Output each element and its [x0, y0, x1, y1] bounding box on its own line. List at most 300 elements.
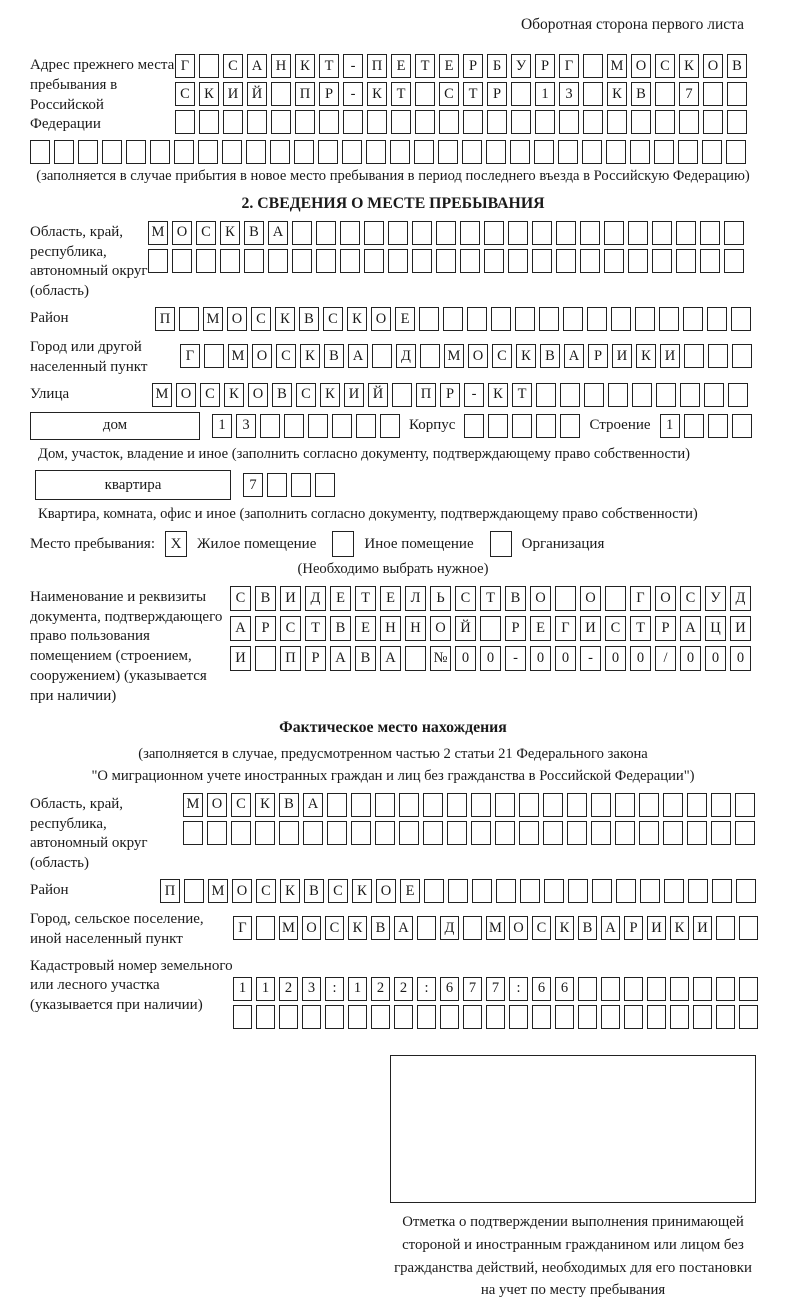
char-box[interactable]: В	[355, 646, 376, 671]
char-box[interactable]: 7	[486, 977, 505, 1001]
char-box[interactable]: 0	[630, 646, 651, 671]
char-box[interactable]	[560, 383, 580, 407]
char-box[interactable]	[615, 793, 635, 817]
char-box[interactable]: М	[279, 916, 298, 940]
char-box[interactable]: Т	[305, 616, 326, 641]
char-box[interactable]: К	[607, 82, 627, 106]
char-box[interactable]	[563, 307, 583, 331]
char-box[interactable]: Р	[535, 54, 555, 78]
char-box[interactable]: В	[330, 616, 351, 641]
char-box[interactable]	[303, 821, 323, 845]
char-box[interactable]	[199, 54, 219, 78]
char-box[interactable]: С	[455, 586, 476, 611]
char-box[interactable]	[679, 110, 699, 134]
char-box[interactable]: К	[488, 383, 508, 407]
char-box[interactable]	[268, 249, 288, 273]
char-box[interactable]: П	[416, 383, 436, 407]
char-box[interactable]: К	[224, 383, 244, 407]
char-box[interactable]	[624, 977, 643, 1001]
char-box[interactable]	[279, 821, 299, 845]
char-box[interactable]	[578, 1005, 597, 1029]
char-box[interactable]	[726, 140, 746, 164]
char-box[interactable]: 0	[480, 646, 501, 671]
char-box[interactable]: М	[228, 344, 248, 368]
char-box[interactable]	[375, 793, 395, 817]
char-box[interactable]: П	[295, 82, 315, 106]
char-box[interactable]	[539, 307, 559, 331]
char-box[interactable]	[708, 414, 728, 438]
char-box[interactable]: И	[660, 344, 680, 368]
char-box[interactable]: О	[530, 586, 551, 611]
char-box[interactable]: Л	[405, 586, 426, 611]
char-box[interactable]	[716, 977, 735, 1001]
char-box[interactable]: 1	[212, 414, 232, 438]
char-box[interactable]	[415, 82, 435, 106]
char-box[interactable]: С	[492, 344, 512, 368]
char-box[interactable]	[351, 821, 371, 845]
char-box[interactable]	[231, 821, 251, 845]
char-box[interactable]	[220, 249, 240, 273]
char-box[interactable]	[711, 793, 731, 817]
char-box[interactable]: /	[655, 646, 676, 671]
char-box[interactable]	[244, 249, 264, 273]
char-box[interactable]	[405, 646, 426, 671]
char-box[interactable]: :	[509, 977, 528, 1001]
char-box[interactable]: Е	[530, 616, 551, 641]
char-box[interactable]	[255, 821, 275, 845]
char-box[interactable]	[480, 616, 501, 641]
char-box[interactable]: Г	[180, 344, 200, 368]
char-box[interactable]: И	[647, 916, 666, 940]
char-box[interactable]	[639, 793, 659, 817]
char-box[interactable]: К	[367, 82, 387, 106]
char-box[interactable]: С	[251, 307, 271, 331]
char-box[interactable]	[732, 414, 752, 438]
char-box[interactable]	[460, 249, 480, 273]
char-box[interactable]	[495, 821, 515, 845]
char-box[interactable]: П	[367, 54, 387, 78]
char-box[interactable]	[635, 307, 655, 331]
char-box[interactable]: 0	[705, 646, 726, 671]
char-box[interactable]: 7	[243, 473, 263, 497]
char-box[interactable]	[343, 110, 363, 134]
char-box[interactable]	[78, 140, 98, 164]
char-box[interactable]: О	[176, 383, 196, 407]
char-box[interactable]	[604, 221, 624, 245]
char-box[interactable]	[684, 344, 704, 368]
char-box[interactable]: А	[380, 646, 401, 671]
char-box[interactable]: И	[730, 616, 751, 641]
char-box[interactable]	[582, 140, 602, 164]
char-box[interactable]: И	[230, 646, 251, 671]
char-box[interactable]	[592, 879, 612, 903]
char-box[interactable]	[199, 110, 219, 134]
char-box[interactable]: Д	[730, 586, 751, 611]
char-box[interactable]	[712, 879, 732, 903]
char-box[interactable]: У	[705, 586, 726, 611]
char-box[interactable]	[580, 249, 600, 273]
char-box[interactable]	[260, 414, 280, 438]
char-box[interactable]: М	[203, 307, 223, 331]
char-box[interactable]	[371, 1005, 390, 1029]
char-box[interactable]: П	[155, 307, 175, 331]
char-box[interactable]: М	[486, 916, 505, 940]
char-box[interactable]	[728, 383, 748, 407]
char-box[interactable]	[732, 344, 752, 368]
char-box[interactable]	[687, 821, 707, 845]
char-box[interactable]	[423, 793, 443, 817]
char-box[interactable]	[315, 473, 335, 497]
char-box[interactable]	[583, 54, 603, 78]
char-box[interactable]	[255, 646, 276, 671]
char-box[interactable]	[414, 140, 434, 164]
char-box[interactable]	[707, 307, 727, 331]
char-box[interactable]: О	[371, 307, 391, 331]
char-box[interactable]	[727, 110, 747, 134]
char-box[interactable]	[325, 1005, 344, 1029]
char-box[interactable]	[484, 249, 504, 273]
char-box[interactable]	[183, 821, 203, 845]
char-box[interactable]: К	[352, 879, 372, 903]
char-box[interactable]: С	[296, 383, 316, 407]
char-box[interactable]	[340, 221, 360, 245]
char-box[interactable]	[583, 110, 603, 134]
char-box[interactable]: Ь	[430, 586, 451, 611]
char-box[interactable]	[535, 110, 555, 134]
char-box[interactable]	[302, 1005, 321, 1029]
char-box[interactable]	[606, 140, 626, 164]
char-box[interactable]	[399, 793, 419, 817]
char-box[interactable]	[515, 307, 535, 331]
char-box[interactable]: Н	[405, 616, 426, 641]
char-box[interactable]: И	[280, 586, 301, 611]
char-box[interactable]	[716, 1005, 735, 1029]
char-box[interactable]: -	[343, 54, 363, 78]
char-box[interactable]	[484, 221, 504, 245]
char-box[interactable]: 6	[532, 977, 551, 1001]
char-box[interactable]	[631, 110, 651, 134]
char-box[interactable]: О	[509, 916, 528, 940]
char-box[interactable]	[735, 793, 755, 817]
char-box[interactable]	[703, 82, 723, 106]
char-box[interactable]	[511, 110, 531, 134]
char-box[interactable]	[394, 1005, 413, 1029]
char-box[interactable]	[536, 383, 556, 407]
char-box[interactable]	[486, 1005, 505, 1029]
char-box[interactable]	[367, 110, 387, 134]
char-box[interactable]	[739, 1005, 758, 1029]
char-box[interactable]: М	[148, 221, 168, 245]
char-box[interactable]: А	[601, 916, 620, 940]
char-box[interactable]	[703, 110, 723, 134]
char-box[interactable]: О	[172, 221, 192, 245]
char-box[interactable]: О	[580, 586, 601, 611]
char-box[interactable]	[647, 977, 666, 1001]
char-box[interactable]	[223, 110, 243, 134]
char-box[interactable]: К	[275, 307, 295, 331]
char-box[interactable]	[567, 793, 587, 817]
char-box[interactable]	[532, 221, 552, 245]
char-box[interactable]	[420, 344, 440, 368]
char-box[interactable]	[558, 140, 578, 164]
char-box[interactable]: Г	[559, 54, 579, 78]
char-box[interactable]	[555, 1005, 574, 1029]
char-box[interactable]: 0	[555, 646, 576, 671]
char-box[interactable]	[222, 140, 242, 164]
char-box[interactable]	[175, 110, 195, 134]
char-box[interactable]: С	[175, 82, 195, 106]
char-box[interactable]	[351, 793, 371, 817]
char-box[interactable]: Н	[380, 616, 401, 641]
char-box[interactable]: М	[444, 344, 464, 368]
char-box[interactable]: -	[343, 82, 363, 106]
char-box[interactable]	[419, 307, 439, 331]
char-box[interactable]	[486, 140, 506, 164]
char-box[interactable]	[520, 879, 540, 903]
char-box[interactable]: К	[255, 793, 275, 817]
char-box[interactable]: В	[727, 54, 747, 78]
char-box[interactable]	[198, 140, 218, 164]
char-box[interactable]	[670, 1005, 689, 1029]
char-box[interactable]: -	[464, 383, 484, 407]
char-box[interactable]: Г	[175, 54, 195, 78]
char-box[interactable]	[724, 221, 744, 245]
char-box[interactable]: В	[279, 793, 299, 817]
char-box[interactable]	[702, 140, 722, 164]
char-box[interactable]	[510, 140, 530, 164]
char-box[interactable]	[687, 793, 707, 817]
char-box[interactable]: Д	[305, 586, 326, 611]
char-box[interactable]	[543, 821, 563, 845]
char-box[interactable]: Т	[391, 82, 411, 106]
char-box[interactable]: 0	[530, 646, 551, 671]
char-box[interactable]	[519, 793, 539, 817]
char-box[interactable]	[735, 821, 755, 845]
char-box[interactable]	[605, 586, 626, 611]
char-box[interactable]	[392, 383, 412, 407]
char-box[interactable]: 6	[440, 977, 459, 1001]
char-box[interactable]	[204, 344, 224, 368]
char-box[interactable]	[508, 221, 528, 245]
char-box[interactable]	[632, 383, 652, 407]
char-box[interactable]	[639, 821, 659, 845]
char-box[interactable]: К	[300, 344, 320, 368]
char-box[interactable]	[711, 821, 731, 845]
char-box[interactable]: К	[670, 916, 689, 940]
char-box[interactable]	[731, 307, 751, 331]
char-box[interactable]	[436, 221, 456, 245]
char-box[interactable]: Р	[255, 616, 276, 641]
char-box[interactable]: О	[232, 879, 252, 903]
char-box[interactable]	[417, 916, 436, 940]
char-box[interactable]: К	[555, 916, 574, 940]
char-box[interactable]	[412, 221, 432, 245]
char-box[interactable]	[364, 249, 384, 273]
char-box[interactable]: М	[152, 383, 172, 407]
char-box[interactable]	[654, 140, 674, 164]
char-box[interactable]: В	[272, 383, 292, 407]
char-box[interactable]: К	[679, 54, 699, 78]
char-box[interactable]	[471, 821, 491, 845]
char-box[interactable]: М	[607, 54, 627, 78]
char-box[interactable]	[464, 414, 484, 438]
char-box[interactable]	[150, 140, 170, 164]
char-box[interactable]	[652, 221, 672, 245]
char-box[interactable]	[380, 414, 400, 438]
char-box[interactable]	[559, 110, 579, 134]
char-box[interactable]	[568, 879, 588, 903]
char-box[interactable]	[247, 110, 267, 134]
char-box[interactable]	[174, 140, 194, 164]
char-box[interactable]	[670, 977, 689, 1001]
char-box[interactable]: Т	[415, 54, 435, 78]
char-box[interactable]	[567, 821, 587, 845]
char-box[interactable]	[652, 249, 672, 273]
char-box[interactable]	[196, 249, 216, 273]
char-box[interactable]	[447, 821, 467, 845]
char-box[interactable]: С	[223, 54, 243, 78]
char-box[interactable]	[424, 879, 444, 903]
char-box[interactable]: С	[196, 221, 216, 245]
char-box[interactable]: Г	[630, 586, 651, 611]
char-box[interactable]: Т	[463, 82, 483, 106]
char-box[interactable]	[179, 307, 199, 331]
checkbox-organization[interactable]	[490, 531, 512, 557]
char-box[interactable]: :	[325, 977, 344, 1001]
char-box[interactable]	[467, 307, 487, 331]
char-box[interactable]: -	[580, 646, 601, 671]
char-box[interactable]	[487, 110, 507, 134]
char-box[interactable]: К	[320, 383, 340, 407]
char-box[interactable]	[388, 221, 408, 245]
char-box[interactable]: К	[516, 344, 536, 368]
char-box[interactable]: Р	[487, 82, 507, 106]
char-box[interactable]	[688, 879, 708, 903]
char-box[interactable]: 2	[394, 977, 413, 1001]
char-box[interactable]: Р	[655, 616, 676, 641]
char-box[interactable]	[655, 110, 675, 134]
char-box[interactable]	[556, 249, 576, 273]
char-box[interactable]: Б	[487, 54, 507, 78]
char-box[interactable]	[30, 140, 50, 164]
char-box[interactable]	[560, 414, 580, 438]
char-box[interactable]: И	[693, 916, 712, 940]
char-box[interactable]: И	[223, 82, 243, 106]
char-box[interactable]: Т	[630, 616, 651, 641]
char-box[interactable]: Й	[455, 616, 476, 641]
char-box[interactable]: А	[680, 616, 701, 641]
char-box[interactable]: С	[323, 307, 343, 331]
char-box[interactable]	[412, 249, 432, 273]
char-box[interactable]: И	[344, 383, 364, 407]
char-box[interactable]: Й	[368, 383, 388, 407]
char-box[interactable]: Й	[247, 82, 267, 106]
char-box[interactable]: О	[248, 383, 268, 407]
char-box[interactable]	[580, 221, 600, 245]
char-box[interactable]	[316, 221, 336, 245]
char-box[interactable]	[399, 821, 419, 845]
char-box[interactable]: Ц	[705, 616, 726, 641]
char-box[interactable]	[616, 879, 636, 903]
char-box[interactable]	[587, 307, 607, 331]
char-box[interactable]: В	[304, 879, 324, 903]
char-box[interactable]	[578, 977, 597, 1001]
char-box[interactable]	[295, 110, 315, 134]
char-box[interactable]: С	[532, 916, 551, 940]
char-box[interactable]	[716, 916, 735, 940]
char-box[interactable]	[496, 879, 516, 903]
char-box[interactable]: Р	[440, 383, 460, 407]
char-box[interactable]: В	[324, 344, 344, 368]
char-box[interactable]: 1	[348, 977, 367, 1001]
char-box[interactable]: Е	[395, 307, 415, 331]
char-box[interactable]	[356, 414, 376, 438]
char-box[interactable]	[544, 879, 564, 903]
char-box[interactable]: С	[605, 616, 626, 641]
char-box[interactable]	[271, 110, 291, 134]
char-box[interactable]	[440, 1005, 459, 1029]
char-box[interactable]	[279, 1005, 298, 1029]
char-box[interactable]	[271, 82, 291, 106]
char-box[interactable]: М	[208, 879, 228, 903]
char-box[interactable]	[543, 793, 563, 817]
char-box[interactable]: Т	[355, 586, 376, 611]
char-box[interactable]: 2	[279, 977, 298, 1001]
char-box[interactable]: 0	[680, 646, 701, 671]
char-box[interactable]	[512, 414, 532, 438]
char-box[interactable]	[604, 249, 624, 273]
char-box[interactable]	[491, 307, 511, 331]
char-box[interactable]: О	[376, 879, 396, 903]
char-box[interactable]	[438, 140, 458, 164]
char-box[interactable]	[684, 414, 704, 438]
char-box[interactable]: Т	[512, 383, 532, 407]
char-box[interactable]	[534, 140, 554, 164]
char-box[interactable]: О	[703, 54, 723, 78]
char-box[interactable]	[342, 140, 362, 164]
char-box[interactable]	[611, 307, 631, 331]
char-box[interactable]: Е	[380, 586, 401, 611]
char-box[interactable]: Р	[463, 54, 483, 78]
char-box[interactable]: 3	[236, 414, 256, 438]
char-box[interactable]	[126, 140, 146, 164]
char-box[interactable]: Е	[355, 616, 376, 641]
char-box[interactable]	[447, 793, 467, 817]
char-box[interactable]	[267, 473, 287, 497]
char-box[interactable]: Е	[330, 586, 351, 611]
char-box[interactable]: С	[325, 916, 344, 940]
char-box[interactable]: 1	[535, 82, 555, 106]
char-box[interactable]: Т	[480, 586, 501, 611]
char-box[interactable]: 0	[730, 646, 751, 671]
char-box[interactable]: Е	[391, 54, 411, 78]
char-box[interactable]	[511, 82, 531, 106]
char-box[interactable]	[340, 249, 360, 273]
char-box[interactable]: Р	[305, 646, 326, 671]
char-box[interactable]: О	[655, 586, 676, 611]
char-box[interactable]	[655, 82, 675, 106]
char-box[interactable]	[463, 916, 482, 940]
checkbox-other-premise[interactable]	[332, 531, 354, 557]
char-box[interactable]: 7	[679, 82, 699, 106]
char-box[interactable]	[664, 879, 684, 903]
char-box[interactable]	[676, 221, 696, 245]
char-box[interactable]: -	[505, 646, 526, 671]
char-box[interactable]	[727, 82, 747, 106]
char-box[interactable]	[676, 249, 696, 273]
char-box[interactable]	[292, 249, 312, 273]
char-box[interactable]	[423, 821, 443, 845]
